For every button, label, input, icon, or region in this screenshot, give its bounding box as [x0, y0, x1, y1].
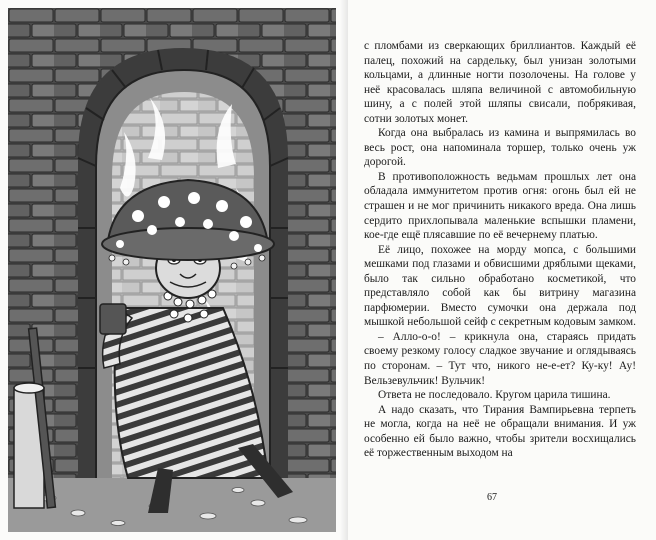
paragraph: Когда она выбралась из камина и выпрямилась во весь рост, она напоминала торшер, только очень уж дорогой.: [364, 127, 636, 169]
paragraph: Её лицо, похожее на морду мопса, с большими мешками под глазами и обвисшими дряблыми щеками, было так сильно обработано косметикой, что представляло собой как бы витрину магазина парфюмерии. Вместо сумочки она держала под мышкой небольшой сейф с секретным кодовым замком.: [364, 243, 636, 329]
right-page: [348, 0, 656, 540]
page-number: 67: [487, 492, 497, 503]
paragraph: Ответа не последовало. Кругом царила тишина.: [378, 389, 611, 402]
fireplace-witch-illustration: [8, 8, 336, 532]
page-text: [364, 39, 636, 461]
paragraph: – Алло-о-о! – крикнула она, стараясь придать своему резкому голосу сладкое звучание и оглядываясь по сторонам. – Тут что, никого не-е-ет? Ку-ку! Ау! Вельзевульчик! Вульчик!: [364, 330, 636, 387]
book-gutter-shadow: [340, 0, 348, 540]
paragraph: с пломбами из сверкающих бриллиантов. Каждый её палец, похожий на сардельку, был унизан золотыми кольцами, а длинные ногти позолочены. На голове у неё красовалась шляпа величиной с автомобильную шину, а с полей этой шляпы свисали, побрякивая, сотни золотых монет.: [364, 40, 636, 125]
paragraph: В противоположность ведьмам прошлых лет она обладала иммунитетом против огня: огонь был ей не страшен и не мог причинить никакого вреда. Она лишь сердито прихлопывала маленькие вспышки пламени, кое-где ещё плясавшие по её вечернему платью.: [364, 170, 636, 242]
paragraph: А надо сказать, что Тирания Вампирьевна терпеть не могла, когда на неё не обращали внимания. И уж особенно ей было важно, чтобы зрители восхищались её торжественным выходом на: [364, 403, 636, 460]
